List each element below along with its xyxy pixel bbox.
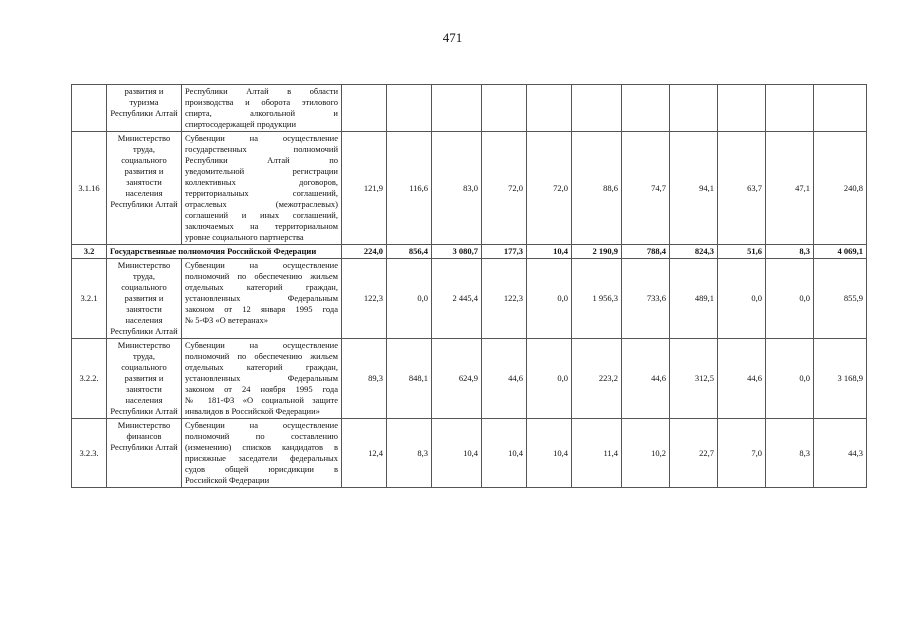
row-description	[182, 339, 342, 419]
row-organization: Министерство труда, социального развития и занятости населения Республики Алтай	[107, 339, 182, 419]
value-cell: 89,3	[342, 339, 387, 419]
value-cell: 1 956,3	[572, 259, 622, 339]
value-cell	[527, 85, 572, 132]
description-line: присяжные заседатели федеральных	[185, 453, 338, 463]
value-cell: 88,6	[572, 132, 622, 245]
value-cell: 63,7	[718, 132, 766, 245]
value-cell: 0,0	[766, 259, 814, 339]
table-row	[72, 419, 867, 488]
page-number: 471	[442, 30, 463, 45]
value-cell: 8,3	[766, 245, 814, 259]
table-row	[72, 339, 867, 419]
value-cell: 122,3	[342, 259, 387, 339]
value-cell: 10,4	[432, 419, 482, 488]
description-line: установленных Федеральным	[185, 373, 338, 383]
description-line: отраслевых (межотраслевых)	[185, 199, 338, 209]
row-description	[182, 132, 342, 245]
description-line: законом от 12 января 1995 года	[185, 304, 338, 314]
row-code: 3.2	[72, 245, 107, 259]
description-line: законом от 24 ноября 1995 года	[185, 384, 338, 394]
value-cell	[814, 85, 867, 132]
description-line: отдельных категорий граждан,	[185, 362, 338, 372]
description-line: судов общей юрисдикции в	[185, 464, 338, 474]
table-row	[72, 259, 867, 339]
value-cell: 44,3	[814, 419, 867, 488]
value-cell: 240,8	[814, 132, 867, 245]
description-line: отдельных категорий граждан,	[185, 282, 338, 292]
value-cell: 44,6	[622, 339, 670, 419]
row-code: 3.1.16	[72, 132, 107, 245]
value-cell	[432, 85, 482, 132]
value-cell: 824,3	[670, 245, 718, 259]
value-cell: 8,3	[387, 419, 432, 488]
value-cell	[387, 85, 432, 132]
value-cell: 12,4	[342, 419, 387, 488]
value-cell: 3 168,9	[814, 339, 867, 419]
value-cell: 10,4	[527, 419, 572, 488]
description-line: Субвенции на осуществление	[185, 340, 338, 350]
row-organization: Министерство финансов Республики Алтай	[107, 419, 182, 488]
budget-table	[71, 84, 867, 488]
description-line: коллективных договоров,	[185, 177, 338, 187]
description-line: № 5-ФЗ «О ветеранах»	[185, 315, 268, 325]
description-line: спиртосодержащей продукции	[185, 119, 296, 129]
description-line: территориальных соглашений,	[185, 188, 338, 198]
value-cell	[342, 85, 387, 132]
value-cell: 83,0	[432, 132, 482, 245]
value-cell: 312,5	[670, 339, 718, 419]
row-code	[72, 85, 107, 132]
description-line: спирта, алкогольной и	[185, 108, 338, 118]
description-line: уровне социального партнерства	[185, 232, 304, 242]
value-cell: 22,7	[670, 419, 718, 488]
row-organization: Министерство труда, социального развития и занятости населения Республики Алтай	[107, 259, 182, 339]
description-line: Республики Алтай в области	[185, 86, 338, 96]
value-cell: 856,4	[387, 245, 432, 259]
description-line: № 181-ФЗ «О социальной защите	[185, 395, 338, 405]
description-line: инвалидов в Российской Федерации»	[185, 406, 320, 416]
value-cell: 11,4	[572, 419, 622, 488]
row-code: 3.2.2.	[72, 339, 107, 419]
table-row	[72, 85, 867, 132]
value-cell: 0,0	[527, 259, 572, 339]
description-line: Субвенции на осуществление	[185, 133, 338, 143]
description-line: установленных Федеральным	[185, 293, 338, 303]
value-cell: 0,0	[527, 339, 572, 419]
description-line: Республики Алтай по	[185, 155, 338, 165]
value-cell	[482, 85, 527, 132]
value-cell: 2 190,9	[572, 245, 622, 259]
value-cell: 224,0	[342, 245, 387, 259]
value-cell	[670, 85, 718, 132]
description-line: (изменению) списков кандидатов в	[185, 442, 338, 452]
row-description	[182, 419, 342, 488]
description-line: полномочий по обеспечению жильем	[185, 271, 338, 281]
value-cell: 10,4	[527, 245, 572, 259]
value-cell: 72,0	[482, 132, 527, 245]
description-line: полномочий по составлению	[185, 431, 338, 441]
description-line: производства и оборота этилового	[185, 97, 338, 107]
value-cell	[622, 85, 670, 132]
value-cell: 74,7	[622, 132, 670, 245]
row-code: 3.2.1	[72, 259, 107, 339]
row-description	[182, 259, 342, 339]
value-cell: 848,1	[387, 339, 432, 419]
value-cell: 72,0	[527, 132, 572, 245]
value-cell: 8,3	[766, 419, 814, 488]
row-description	[182, 85, 342, 132]
description-line: заключаемых на территориальном	[185, 221, 338, 231]
description-line: Российской Федерации	[185, 475, 270, 485]
value-cell: 122,3	[482, 259, 527, 339]
value-cell: 788,4	[622, 245, 670, 259]
value-cell	[766, 85, 814, 132]
value-cell: 44,6	[718, 339, 766, 419]
value-cell: 3 080,7	[432, 245, 482, 259]
value-cell: 0,0	[718, 259, 766, 339]
value-cell: 624,9	[432, 339, 482, 419]
value-cell: 0,0	[766, 339, 814, 419]
value-cell: 4 069,1	[814, 245, 867, 259]
description-line: соглашений и иных соглашений,	[185, 210, 338, 220]
value-cell: 855,9	[814, 259, 867, 339]
value-cell	[718, 85, 766, 132]
value-cell: 94,1	[670, 132, 718, 245]
value-cell	[572, 85, 622, 132]
value-cell: 177,3	[482, 245, 527, 259]
value-cell: 51,6	[718, 245, 766, 259]
row-organization: Министерство труда, социального развития и занятости населения Республики Алтай	[107, 132, 182, 245]
table-row	[72, 132, 867, 245]
description-line: государственных полномочий	[185, 144, 338, 154]
description-line: Субвенции на осуществление	[185, 260, 338, 270]
description-line: Субвенции на осуществление	[185, 420, 338, 430]
description-line: полномочий по обеспечению жильем	[185, 351, 338, 361]
value-cell: 116,6	[387, 132, 432, 245]
value-cell: 223,2	[572, 339, 622, 419]
row-organization: развития и туризма Республики Алтай	[107, 85, 182, 132]
description-line: уведомительной регистрации	[185, 166, 338, 176]
value-cell: 121,9	[342, 132, 387, 245]
value-cell: 10,2	[622, 419, 670, 488]
value-cell: 47,1	[766, 132, 814, 245]
value-cell: 44,6	[482, 339, 527, 419]
value-cell: 489,1	[670, 259, 718, 339]
row-code: 3.2.3.	[72, 419, 107, 488]
value-cell: 10,4	[482, 419, 527, 488]
value-cell: 2 445,4	[432, 259, 482, 339]
section-title: Государственные полномочия Российской Федерации	[107, 245, 342, 259]
section-row	[72, 245, 867, 259]
value-cell: 733,6	[622, 259, 670, 339]
value-cell: 0,0	[387, 259, 432, 339]
value-cell: 7,0	[718, 419, 766, 488]
